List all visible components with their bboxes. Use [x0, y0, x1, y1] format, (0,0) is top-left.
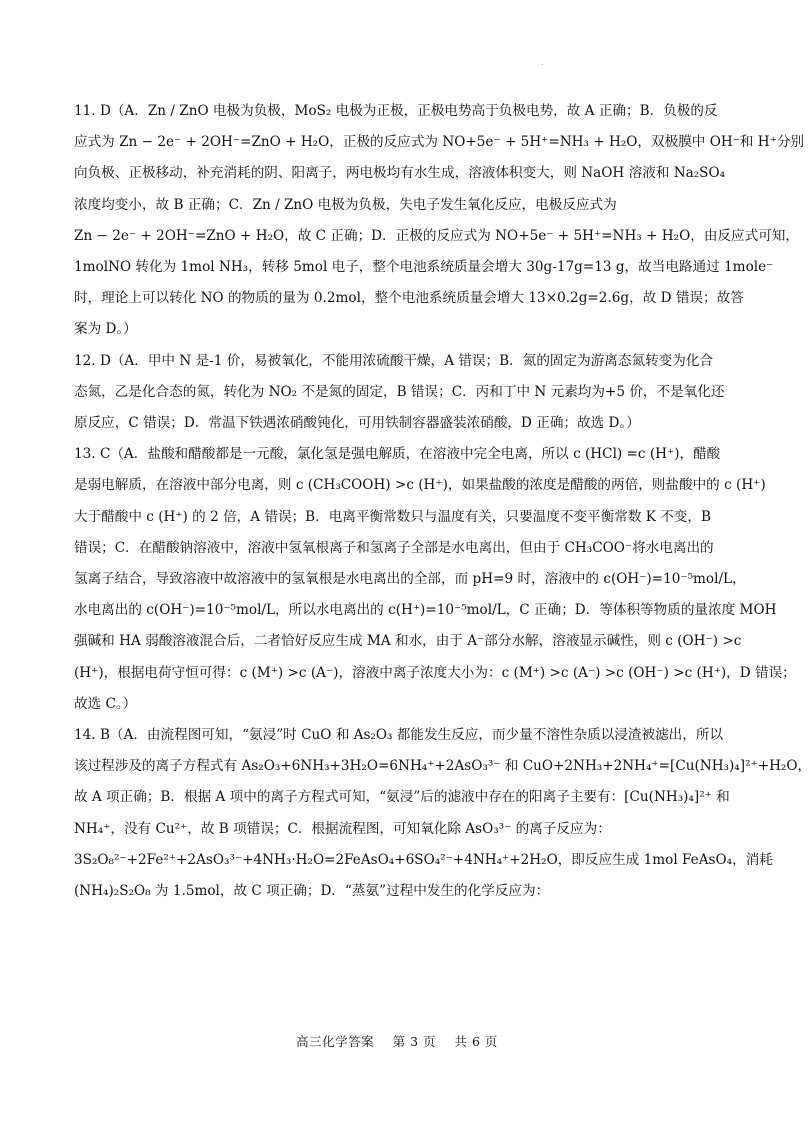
text-line: 1molNO 转化为 1mol NH₃，转移 5mol 电子，整个电池系统质量会增大 30g-17g=13 g，故当电路通过 1mole⁻: [74, 259, 774, 276]
text-line: 13. C（A．盐酸和醋酸都是一元酸，氯化氢是强电解质，在溶液中完全电离，所以 c (HCl) =c (H⁺)，醋酸: [74, 446, 721, 463]
text-line: (NH₄)₂S₂O₈ 为 1.5mol，故 C 项正确；D．“蒸氨”过程中发生的化学反应为：: [74, 883, 550, 900]
text-line: 应式为 Zn − 2e⁻ + 2OH⁻=ZnO + H₂O，正极的反应式为 NO+5e⁻ + 5H⁺=NH₃ + H₂O，双极膜中 OH⁻和 H⁺分别: [74, 134, 805, 151]
text-line: 时，理论上可以转化 NO 的物质的量为 0.2mol，整个电池系统质量会增大 13×0.2g=2.6g，故 D 错误；故答: [74, 290, 744, 307]
text-line: 原反应，C 错误；D．常温下铁遇浓硝酸钝化，可用铁制容器盛装浓硝酸，D 正确；故选 D。）: [74, 415, 640, 432]
text-line: 强碱和 HA 弱酸溶液混合后，二者恰好反应生成 MA 和水，由于 A⁻部分水解，溶液显示碱性，则 c (OH⁻) >c: [74, 633, 742, 650]
text-line: 12. D（A．甲中 N 是-1 价，易被氧化，不能用浓硫酸干燥，A 错误；B．氮的固定为游离态氮转变为化合: [74, 352, 714, 369]
text-line: 水电离出的 c(OH⁻)=10⁻⁵mol/L，所以水电离出的 c(H⁺)=10⁻⁵mol/L，C 正确；D．等体积等物质的量浓度 MOH: [74, 602, 777, 619]
text-line: 案为 D。）: [74, 321, 137, 338]
text-line: 该过程涉及的离子方程式有 As₂O₃+6NH₃+3H₂O=6NH₄⁺+2AsO₃³⁻ 和 CuO+2NH₃+2NH₄⁺=[Cu(NH₃)₄]²⁺+H₂O，: [74, 758, 811, 775]
footer-subject: 高三化学答案: [296, 1034, 375, 1049]
text-line: NH₄⁺，没有 Cu²⁺，故 B 项错误；C．根据流程图，可知氧化除 AsO₃³⁻ 的离子反应为：: [74, 820, 611, 837]
text-line: 态氮，乙是化合态的氮，转化为 NO₂ 不是氮的固定，B 错误；C．丙和丁中 N 元素均为+5 价，不是氧化还: [74, 383, 725, 400]
scan-mark: .: [541, 58, 544, 67]
text-line: (H⁺)，根据电荷守恒可得：c (M⁺) >c (A⁻)，溶液中离子浓度大小为：c (M⁺) >c (A⁻) >c (OH⁻) >c (H⁺)，D 错误；: [74, 664, 796, 681]
page-footer: [0, 1032, 794, 1050]
text-line: 氢离子结合，导致溶液中故溶液中的氢氧根是水电离出的全部，而 pH=9 时，溶液中的 c(OH⁻)=10⁻⁵mol/L，: [74, 571, 746, 588]
text-line: 向负极、正极移动，补充消耗的阴、阳离子，两电极均有水生成，溶液体积变大，则 NaOH 溶液和 Na₂SO₄: [74, 165, 726, 182]
text-line: 是弱电解质，在溶液中部分电离，则 c (CH₃COOH) >c (H⁺)，如果盐酸的浓度是醋酸的两倍，则盐酸中的 c (H⁺): [74, 477, 766, 494]
text-line: 错误；C．在醋酸钠溶液中，溶液中氢氧根离子和氢离子全部是水电离出，但由于 CH₃COO⁻将水电离出的: [74, 539, 714, 556]
text-line: 故 A 项正确；B．根据 A 项中的离子方程式可知，“氨浸”后的滤液中存在的阳离子主要有：[Cu(NH₃)₄]²⁺ 和: [74, 789, 730, 806]
text-line: 故选 C。）: [74, 695, 137, 712]
text-line: 大于醋酸中 c (H⁺) 的 2 倍，A 错误；B．电离平衡常数只与温度有关，只要温度不变平衡常数 K 不变，B: [74, 508, 711, 525]
text-line: 11. D（A．Zn / ZnO 电极为负极，MoS₂ 电极为正极，正极电势高于负极电势，故 A 正确；B．负极的反: [74, 103, 718, 119]
footer-page-number: 第 3 页: [392, 1034, 436, 1049]
text-line: 3S₂O₈²⁻+2Fe²⁺+2AsO₃³⁻+4NH₃·H₂O=2FeAsO₄+6SO₄²⁻+4NH₄⁺+2H₂O，即反应生成 1mol FeAsO₄，消耗: [74, 851, 773, 868]
text-line: 浓度均变小，故 B 正确；C．Zn / ZnO 电极为负极，失电子发生氧化反应，电极反应式为: [74, 196, 617, 213]
text-line: 14. B（A．由流程图可知，“氨浸”时 CuO 和 As₂O₃ 都能发生反应，而少量不溶性杂质以浸渣被滤出，所以: [74, 727, 724, 744]
text-line: Zn − 2e⁻ + 2OH⁻=ZnO + H₂O，故 C 正确；D．正极的反应式为 NO+5e⁻ + 5H⁺=NH₃ + H₂O，由反应式可知，: [74, 227, 799, 244]
footer-total-pages: 共 6 页: [454, 1034, 498, 1049]
answer-text-body: [74, 96, 811, 907]
